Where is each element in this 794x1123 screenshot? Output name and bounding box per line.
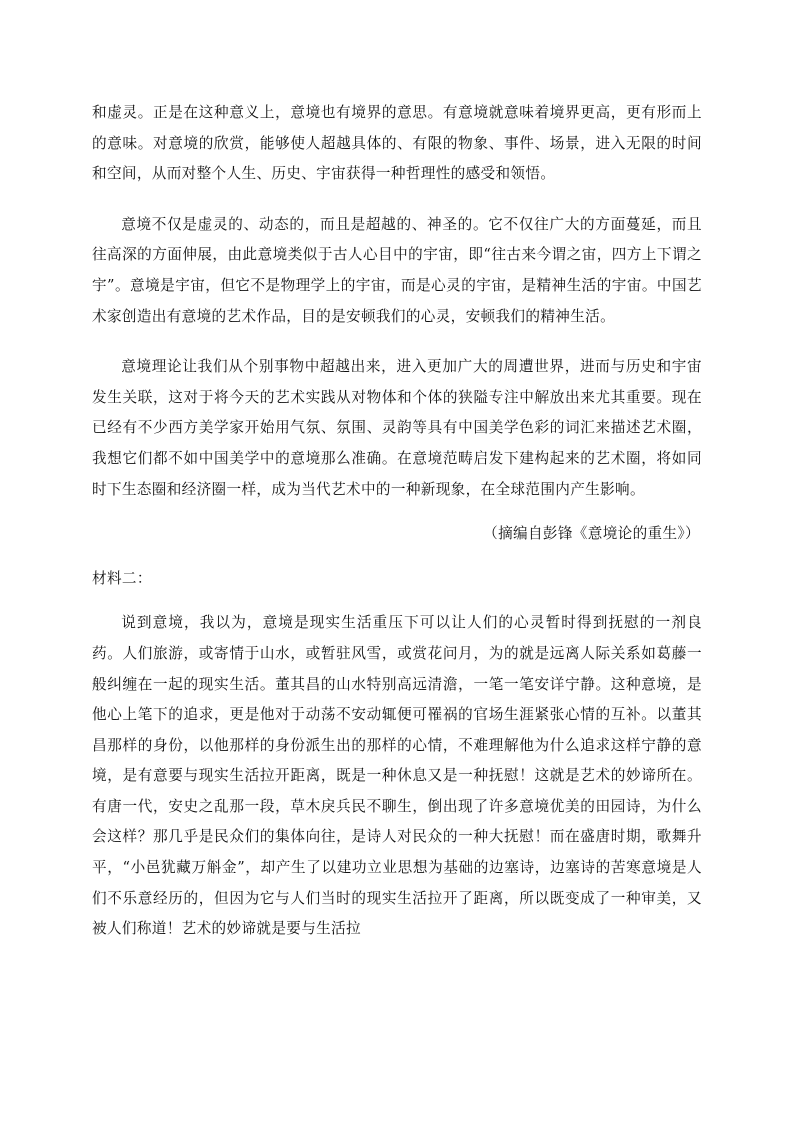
paragraph-4: 说到意境，我以为，意境是现实生活重压下可以让人们的心灵暂时得到抚慰的一剂良药。人们旅游，或寄情于山水，或暂驻风雪，或赏花问月，为的就是远离人际关系如葛藤一般纠缠在一起的现实生活。董其昌的山水特别高远清澹，一笔一笔安详宁静。这种意境，是他心上笔下的追求，更是他对于动荡不安动辄便可罹祸的官场生涯紧张心情的互补。以董其昌那样的身份，以他那样的身份派生出的那样的心情，不难理解他为什么追求这样宁静的意境，是有意要与现实生活拉开距离，既是一种休息又是一种抚慰！这就是艺术的妙谛所在。有唐一代，安史之乱那一段，草木戾兵民不聊生，倒出现了许多意境优美的田园诗，为什么会这样？那几乎是民众们的集体向往，是诗人对民众的一种大抚慰！而在盛唐时期，歌舞升平，“小邑犹藏万斛金”，却产生了以建功立业思想为基础的边塞诗，边塞诗的苦寒意境是人们不乐意经历的，但因为它与人们当时的现实生活拉开了距离，所以既变成了一种审美，又被人们称道！艺术的妙谛就是要与生活拉	[92, 614, 702, 938]
paragraph-3: 意境理论让我们从个别事物中超越出来，进入更加广大的周遭世界，进而与历史和宇宙发生关联，这对于将今天的艺术实践从对物体和个体的狭隘专注中解放出来尤其重要。现在已经有不少西方美学家开始用气氛、氛围、灵韵等具有中国美学色彩的词汇来描述艺术圈，我想它们都不如中国美学中的意境那么准确。在意境范畴启发下建构起来的艺术圈，将如同时下生态圈和经济圈一样，成为当代艺术中的一种新现象，在全球范围内产生影响。	[92, 358, 702, 498]
paragraph-2: 意境不仅是虚灵的、动态的，而且是超越的、神圣的。它不仅往广大的方面蔓延，而且往高深的方面伸展，由此意境类似于古人心目中的宇宙，即“往古来今谓之宙，四方上下谓之宇”。意境是宇宙，但它不是物理学上的宇宙，而是心灵的宇宙，是精神生活的宇宙。中国艺术家创造出有意境的艺术作品，目的是安顿我们的心灵，安顿我们的精神生活。	[92, 215, 702, 325]
material-2-heading: 材料二：	[92, 569, 152, 587]
paragraph-1: 和虚灵。正是在这种意义上，意境也有境界的意思。有意境就意味着境界更高，更有形而上的意味。对意境的欣赏，能够使人超越具体的、有限的物象、事件、场景，进入无限的时间和空间，从而对整个人生、历史、宇宙获得一种哲理性的感受和领悟。	[92, 104, 702, 183]
document-page	[92, 98, 702, 945]
source-citation: （摘编自彭锋《意境论的重生》）	[483, 525, 700, 543]
